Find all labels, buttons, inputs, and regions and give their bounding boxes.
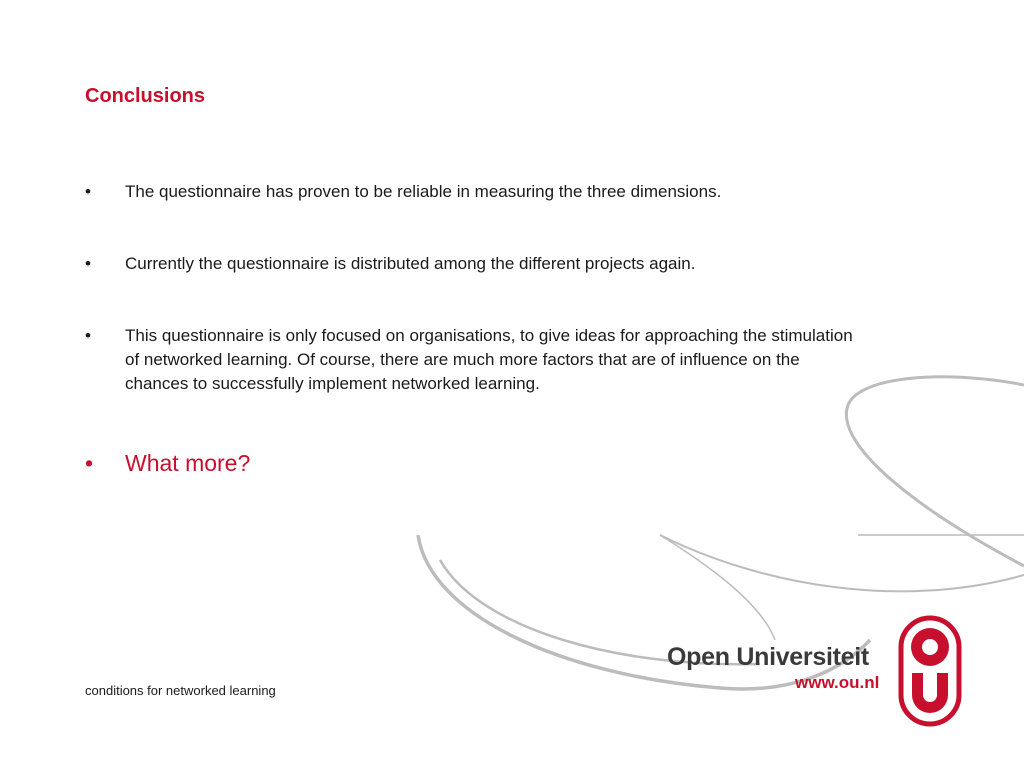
ou-logo-icon [898, 615, 962, 727]
bullet-marker: • [85, 254, 91, 273]
bullet-item [85, 252, 695, 276]
bullet-marker: • [85, 182, 91, 201]
bullet-text: This questionnaire is only focused on organisations, to give ideas for approaching the stimulation of networked learning. Of course, there are much more factors that are of influence on the chances to successfully implement networked learning. [125, 326, 853, 393]
bullet-item [85, 324, 865, 396]
slide-title: Conclusions [85, 85, 206, 107]
bullet-marker: • [85, 450, 94, 476]
brand-name: Open Universiteit [667, 643, 869, 671]
bullet-text: What more? [125, 450, 251, 476]
decorative-wave [660, 535, 1024, 591]
decorative-diagonal [660, 535, 775, 640]
bullet-text: The questionnaire has proven to be reliable in measuring the three dimensions. [125, 182, 722, 201]
bullet-text: Currently the questionnaire is distributed among the different projects again. [125, 254, 696, 273]
footer-text: conditions for networked learning [85, 683, 276, 698]
bullet-item [85, 180, 721, 204]
bullet-item-highlight [85, 448, 250, 478]
bullet-marker: • [85, 326, 91, 345]
brand-url: www.ou.nl [795, 673, 880, 692]
decorative-loop [846, 377, 1024, 566]
